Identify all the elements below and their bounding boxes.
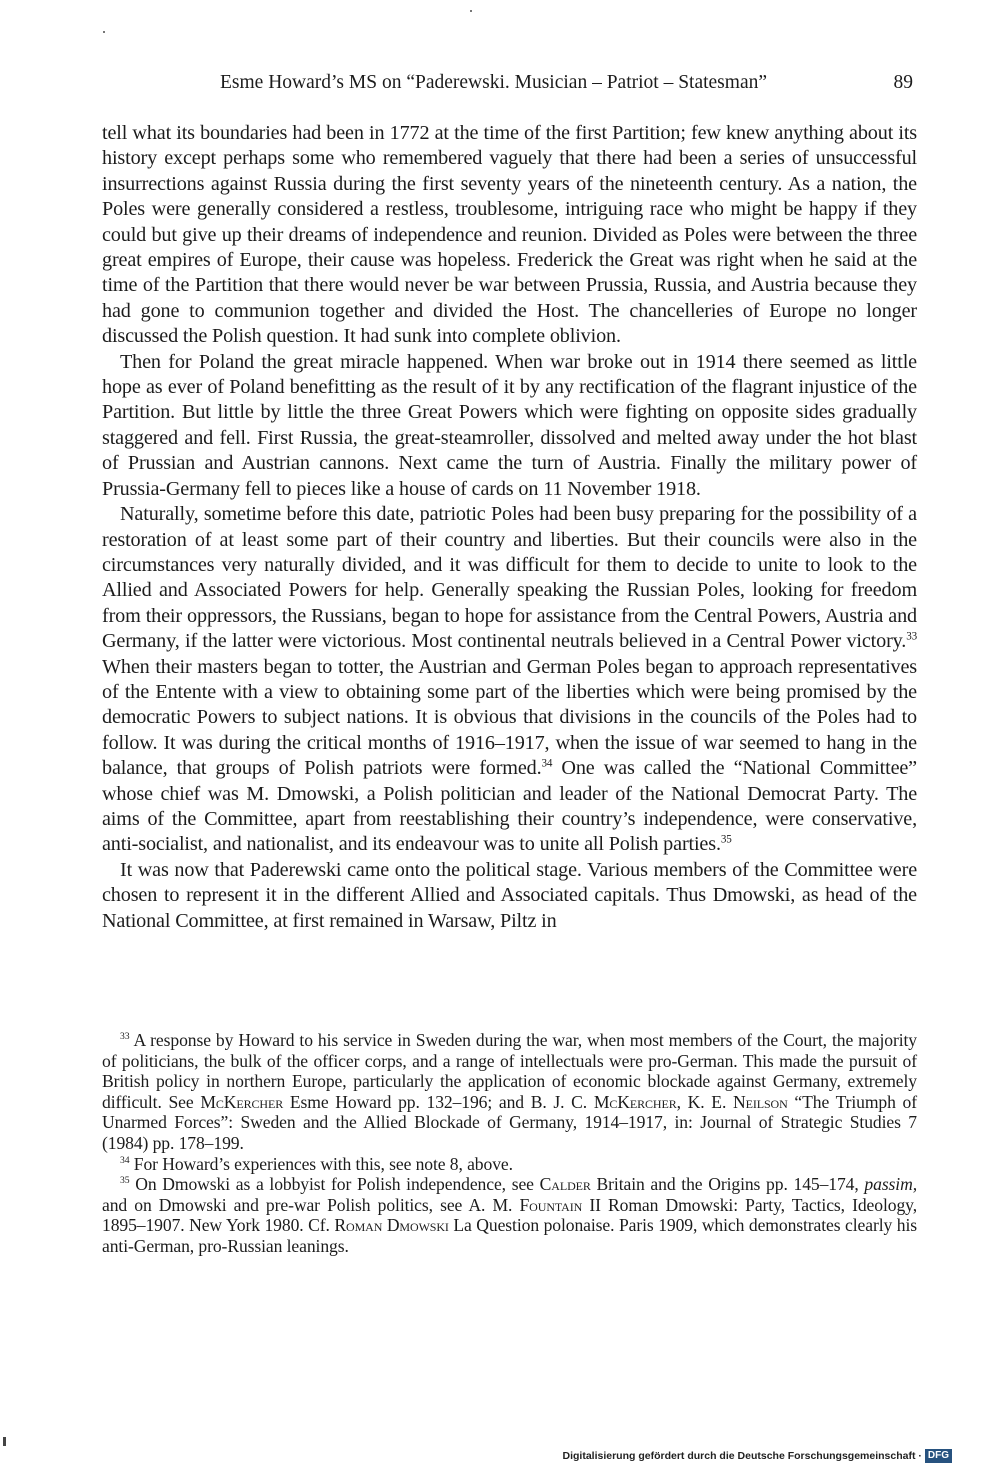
footnote-33-text-a: A response by Howard to his service in Sweden during the war, when most members of the Court, the majority of politicians, the bulk of the officer corps, and a range of intellectuals were pro-German. This made the pursuit of British policy in northern Europe, particularly the application of economic blockade against Germany, extremely difficult. See (102, 1030, 917, 1112)
dfg-logo: DFG (925, 1449, 952, 1463)
footnote-35-text-d: II Roman Dmowski: Party, Tactics, Ideology, 1895–1907. New York 1980. Cf. (102, 1194, 917, 1236)
footnote-33-number: 33 (120, 1031, 130, 1043)
footnote-ref-34[interactable]: 34 (541, 757, 553, 770)
scan-artifact-dot (103, 31, 105, 33)
scan-artifact-dot (470, 10, 472, 12)
footnote-34-text: For Howard’s experiences with this, see note 8, above. (129, 1153, 513, 1174)
scan-artifact-mark (3, 1437, 6, 1446)
running-title: Esme Howard’s MS on “Paderewski. Musician – Patriot – Statesman” (220, 72, 767, 93)
paragraph-3 (102, 502, 917, 858)
footnote-33-text-c: , K. E. (676, 1091, 733, 1112)
footnote-35-text-a: On Dmowski as a lobbyist for Polish independence, see (129, 1174, 540, 1195)
paragraph-3-part-b: When their masters began to totter, the Austrian and German Poles began to approach representatives of the Entente with a view to obtaining some part of the liberties which were being promised by the democratic Powers to subject nations. It is obvious that divisions in the councils of the Poles had to follow. It was during the critical months of 1916–1917, when the issue of war seemed to hang in the balance, that groups of Polish patriots were formed. (102, 655, 917, 780)
footnote-35-text-b: Britain and the Origins pp. 145–174, (590, 1174, 865, 1195)
author-mckercher-2: McKercher (593, 1091, 677, 1112)
footnote-35-passim: passim, (864, 1174, 918, 1195)
author-fountain: Fountain (519, 1194, 583, 1215)
author-roman-dmowski: Roman Dmowski (334, 1215, 449, 1236)
page-number: 89 (893, 72, 913, 93)
paragraph-3-part-a: Naturally, sometime before this date, patriotic Poles had been busy preparing for the possibility of a restoration of at least some part of their country and liberties. But their councils were also in the circumstances very naturally divided, and it was difficult for them to decide to unite to look to the Allied and Associated Powers for help. Generally speaking the Russian Poles, looking for freedom from their oppressors, the Russians, began to hope for assistance from the Central Powers, Austria and Germany, if the latter were victorious. Most continental neutrals believed in a Central Power victory. (102, 503, 917, 653)
footnote-33 (102, 1030, 917, 1154)
paragraph-3-part-c: One was called the “National Committee” whose chief was M. Dmowski, a Polish politician and leader of the National Democrat Party. The aims of the Committee, apart from reestablishing their country’s independence, were conservative, anti-socialist, and nationalist, and its endeavour was to unite all Polish parties. (102, 757, 917, 856)
main-text (102, 121, 917, 934)
footnote-33-text-d: “The Triumph of Unarmed Forces”: Sweden and the Allied Blockade of Germany, 1914–1917, in: Journal of Strategic Studies 7 (1984) pp. 178–199. (102, 1091, 918, 1153)
footnote-33-text-b: Esme Howard pp. 132–196; and B. J. C. (283, 1091, 594, 1112)
author-mckercher: McKercher (200, 1091, 284, 1112)
footnote-34-number: 34 (120, 1154, 130, 1166)
footnote-ref-35[interactable]: 35 (720, 833, 732, 846)
credit-text: Digitalisierung gefördert durch die Deutsche Forschungsgemeinschaft · (562, 1450, 922, 1462)
footnote-35-number: 35 (120, 1175, 130, 1187)
footnote-35-text-e: La Question polonaise. Paris 1909, which demonstrates clearly his anti-German, pro-Russian leanings. (102, 1215, 918, 1256)
author-neilson: Neilson (732, 1091, 788, 1112)
author-calder: Calder (539, 1174, 591, 1195)
footnote-35 (102, 1174, 917, 1256)
digitization-credit (563, 1449, 953, 1463)
paragraph-1: tell what its boundaries had been in 1772 at the time of the first Partition; few knew anything about its history except perhaps some who remembered vaguely that there had been a series of unsuccessful insurrections against Russia during the first seventy years of the nineteenth century. As a nation, the Poles were generally considered a restless, troublesome, intriguing race who might be happy if they could but give up their dreams of independence and reunion. Divided as Poles were between the three great empires of Europe, their cause was hopeless. Frederick the Great was right when he said at the time of the Partition that there would never be war between Prussia, Russia, and Austria because they had gone to communion together and divided the Host. The chancelleries of Europe no longer discussed the Polish question. It had sunk into complete oblivion. (102, 122, 917, 348)
footnote-34 (102, 1154, 917, 1175)
footnote-ref-33[interactable]: 33 (906, 630, 917, 643)
footnotes (102, 1030, 917, 1257)
paragraph-2: Then for Poland the great miracle happened. When war broke out in 1914 there seemed as little hope as ever of Poland benefitting as the result of it by any rectification of the flagrant injustice of the Partition. But little by little the three Great Powers which were fighting on opposite sides gradually staggered and fell. First Russia, the great-steamroller, dissolved and melted away under the hot blast of Prussian and Austrian cannons. Next came the turn of Austria. Finally the military power of Prussia-Germany fell to pieces like a house of cards on 11 November 1918. (102, 350, 917, 500)
paragraph-4: It was now that Paderewski came onto the political stage. Various members of the Committee were chosen to represent it in the different Allied and Associated capitals. Thus Dmowski, as head of the National Committee, at first remained in Warsaw, Piltz in (102, 858, 917, 932)
running-header (102, 68, 917, 98)
footnote-35-text-c: and on Dmowski and pre-war Polish politics, see A. M. (102, 1194, 520, 1215)
